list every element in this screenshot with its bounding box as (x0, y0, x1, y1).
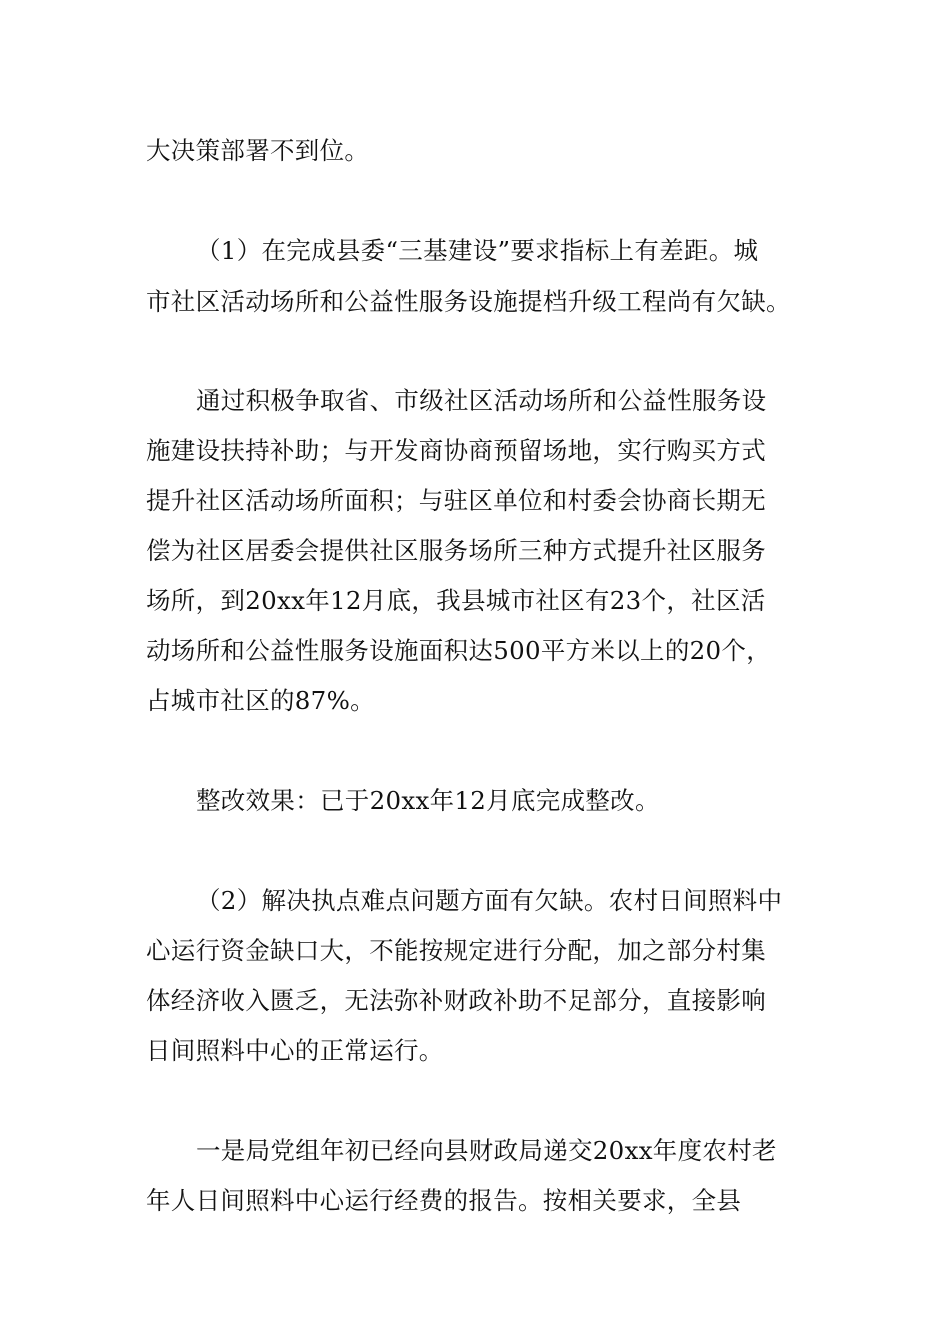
paragraph-line: 动场所和公益性服务设施面积达500平方米以上的20个， (146, 636, 772, 665)
paragraph-line: 占城市社区的87%。 (146, 686, 375, 715)
paragraph-line: 提升社区活动场所面积；与驻区单位和村委会协商长期无 (146, 486, 766, 515)
paragraph-line: 场所，到20xx年12月底，我县城市社区有23个，社区活 (146, 586, 766, 615)
paragraph-line: 市社区活动场所和公益性服务设施提档升级工程尚有欠缺。 (146, 287, 791, 316)
paragraph-line: 心运行资金缺口大，不能按规定进行分配，加之部分村集 (146, 936, 766, 965)
paragraph-line: （2）解决执点难点问题方面有欠缺。农村日间照料中 (196, 886, 783, 915)
paragraph-line: 大决策部署不到位。 (146, 136, 370, 165)
paragraph-line: 偿为社区居委会提供社区服务场所三种方式提升社区服务 (146, 536, 766, 565)
paragraph-line: 日间照料中心的正常运行。 (146, 1036, 444, 1065)
paragraph-line: 整改效果：已于20xx年12月底完成整改。 (196, 786, 660, 815)
paragraph-line: 年人日间照料中心运行经费的报告。按相关要求，全县 (146, 1186, 742, 1215)
paragraph-line: 施建设扶持补助；与开发商协商预留场地，实行购买方式 (146, 436, 766, 465)
paragraph-line: 一是局党组年初已经向县财政局递交20xx年度农村老 (196, 1136, 777, 1165)
paragraph-line: 通过积极争取省、市级社区活动场所和公益性服务设 (196, 386, 767, 415)
paragraph-line: （1）在完成县委“三基建设”要求指标上有差距。城 (196, 236, 759, 265)
paragraph-line: 体经济收入匮乏，无法弥补财政补助不足部分，直接影响 (146, 986, 766, 1015)
